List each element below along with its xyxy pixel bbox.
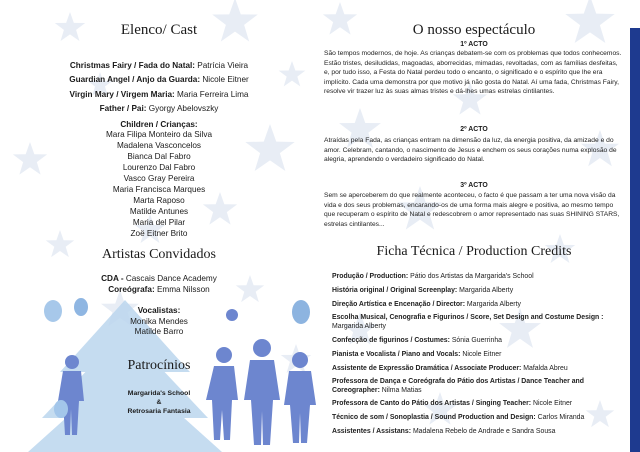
credit-item: [332, 301, 622, 310]
credit-role: Escolha Musical, Cenografia e Figurinos / Score, Set Design and Costume Design :: [332, 314, 604, 321]
cast-role-row: [0, 75, 318, 85]
left-column: [0, 0, 318, 452]
credit-role: História original / Original Screenplay:: [332, 287, 458, 294]
credit-item: [332, 400, 622, 409]
credit-item: [332, 378, 622, 396]
child-name: Zoë Eitner Brito: [130, 229, 188, 238]
credit-item: [332, 414, 622, 423]
sponsors-title: Patrocínios: [127, 358, 191, 373]
credit-name: Nicole Eitner: [531, 400, 573, 407]
cast-role-row: [0, 90, 318, 100]
credit-name: Carlos Miranda: [535, 414, 585, 421]
role-name: Maria Ferreira Lima: [174, 90, 249, 99]
vocalist-name: Matilde Barro: [134, 327, 184, 336]
child-name: Marta Raposo: [133, 196, 185, 205]
act-label: 3º ACTO: [460, 182, 488, 189]
credit-name: Nilma Matias: [379, 386, 422, 394]
credit-name: Mafalda Abreu: [521, 365, 568, 372]
cast-role-row: [0, 104, 318, 114]
act-label: 2º ACTO: [460, 126, 488, 133]
sponsor-line: Margarida's School: [127, 390, 191, 397]
sponsor-line: Retrosaria Fantasia: [127, 408, 191, 415]
child-name: Matilde Antunes: [129, 207, 189, 216]
credit-item: [332, 273, 622, 282]
role-label: Father / Pai:: [99, 104, 147, 113]
credit-name: Sónia Guerrinha: [449, 337, 503, 344]
credit-name: Margarida Alberty: [465, 301, 521, 308]
act-label: 1º ACTO: [460, 41, 488, 48]
credit-item: [332, 365, 622, 374]
credit-item: [332, 351, 622, 360]
role-name: Gyorgy Abelovszky: [146, 104, 219, 113]
credit-name: Margarida Alberty: [332, 322, 387, 330]
credit-name: Nicole Eitner: [460, 351, 502, 358]
child-name: Mara Filipa Monteiro da Silva: [105, 130, 213, 139]
child-name: Bianca Dal Fabro: [127, 152, 191, 161]
vocalists-title: Vocalistas:: [137, 306, 181, 315]
credit-item: [332, 428, 622, 437]
role-name: Patrícia Vieira: [195, 61, 249, 70]
guest-cda-row: [0, 274, 318, 284]
act-text: Sem se aperceberem do que realmente aconteceu, o facto é que passam a ter uma nova visão da vida e dos seus problemas, encarando-os de uma forma mais alegre e positiva, ao mesmo tempo que recuperam o espírito de Natal e redescobrem o amor representado nas suas SHINING STARS, estrelas cintilantes...: [324, 192, 620, 228]
role-name: Nicole Eitner: [200, 75, 249, 84]
credit-role: Produção / Production:: [332, 273, 409, 280]
guests-title: Artistas Convidados: [102, 247, 216, 262]
credit-role: Pianista e Vocalista / Piano and Vocals:: [332, 351, 461, 358]
guest-choreo-row: [0, 285, 318, 295]
credit-role: Assistente de Expressão Dramática / Associate Producer:: [332, 365, 522, 372]
child-name: Lourenzo Dal Fabro: [122, 163, 196, 172]
role-label: Christmas Fairy / Fada do Natal:: [69, 61, 196, 70]
vocalist-name: Monika Mendes: [130, 317, 188, 326]
act-text: Atraídas pela Fada, as crianças entram na dimensão da luz, da energia positiva, da amizade e do amor. Celebram, cantando, o nascimento de Jesus e enchem os seus corações numa explosão de alegria, aprendendo o verdadeiro significado do Natal.: [324, 137, 617, 164]
choreo-name: Emma Nilsson: [154, 285, 210, 294]
credits-title: Ficha Técnica / Production Credits: [376, 244, 572, 259]
credit-role: Direção Artística e Encenação / Director:: [332, 301, 466, 308]
credit-role: Confecção de figurinos / Costumes:: [332, 337, 450, 344]
credit-role: Assistentes / Assistans:: [332, 428, 412, 435]
child-name: Maria del Pilar: [132, 218, 186, 227]
child-name: Madalena Vasconcelos: [116, 141, 202, 150]
children-title: Children / Crianças:: [120, 120, 198, 129]
cda-label: CDA -: [101, 274, 124, 283]
credit-role: Professora de Dança e Coreógrafa do Pátio dos Artistas / Dance Teacher and Coreographer:: [332, 378, 584, 394]
sponsor-line: &: [156, 399, 162, 406]
cast-title: Elenco/ Cast: [120, 22, 198, 38]
show-title: O nosso espectáculo: [412, 22, 536, 38]
role-label: Virgin Mary / Virgem Maria:: [69, 90, 175, 99]
choreo-label: Coreógrafa:: [108, 285, 155, 294]
credit-role: Técnico de som / Sonoplastia / Sound Production and Design:: [332, 414, 536, 421]
credit-name: Madalena Rebelo de Andrade e Sandra Sousa: [411, 428, 556, 435]
act-text: São tempos modernos, de hoje. As crianças debatem-se com os problemas que todos conhecemos. Estão tristes, desiludidas, magoadas, aborrecidas, mimadas, revoltadas, com as famílias desfeitas, e, por tudo isso, a Festa do Natal perdeu todo o encanto, o significado e o espírito que lhe era implícito. Cada uma demonstra por que motivo já não gosta do Natal. Aí uma fada, Christmas Fairy, resolve vir trazer luz às suas almas tristes e dá-lhes umas estrelas cintilantes.: [324, 50, 622, 96]
page-edge-bar: [630, 28, 640, 452]
cast-role-row: [0, 61, 318, 71]
credit-item: [332, 314, 622, 332]
right-column: [318, 0, 630, 452]
child-name: Vasco Gray Pereira: [123, 174, 195, 183]
cda-name: Cascais Dance Academy: [123, 274, 217, 283]
role-label: Guardian Angel / Anjo da Guarda:: [69, 75, 201, 84]
credit-role: Professora de Canto do Pátio dos Artistas / Singing Teacher:: [332, 400, 532, 407]
credit-name: Pátio dos Artistas da Margarida's School: [408, 273, 534, 280]
credit-name: Margarida Alberty: [457, 287, 514, 294]
credit-item: [332, 287, 622, 296]
credit-item: [332, 337, 622, 346]
child-name: Maria Francisca Marques: [112, 185, 206, 194]
